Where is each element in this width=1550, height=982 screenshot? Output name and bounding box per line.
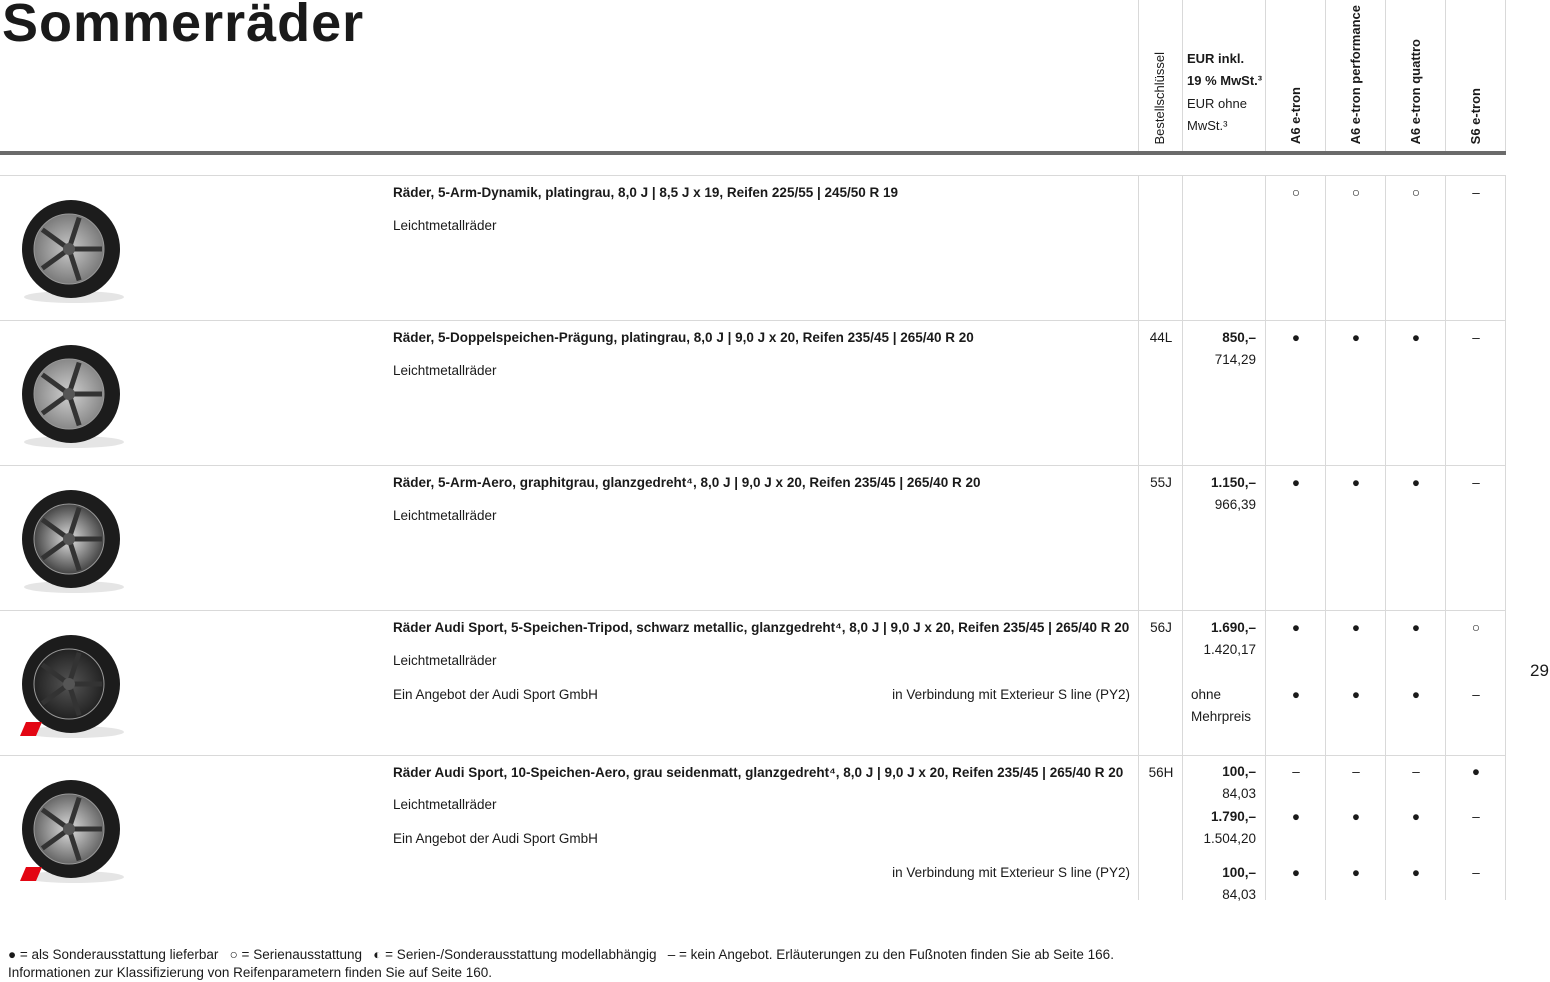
row-divider xyxy=(0,320,1506,321)
column-divider xyxy=(1182,175,1183,320)
order-code: 56J xyxy=(1150,620,1172,635)
product-title: Räder, 5-Arm-Aero, graphitgrau, glanzgedreht⁴, 8,0 J | 9,0 J x 20, Reifen 235/45 | 265/40 R 20 xyxy=(393,475,981,490)
availability-marker: ○ xyxy=(1291,185,1301,200)
condition-note: in Verbindung mit Exterieur S line (PY2) xyxy=(892,687,1130,702)
column-divider xyxy=(1138,175,1139,320)
availability-marker: ● xyxy=(1471,764,1481,779)
availability-marker: – xyxy=(1352,764,1360,779)
audi-sport-note: Ein Angebot der Audi Sport GmbH xyxy=(393,687,598,702)
product-subtitle: Leichtmetallräder xyxy=(393,363,497,378)
column-divider xyxy=(1182,465,1183,610)
availability-marker: ● xyxy=(1291,620,1301,635)
price-value: 1.420,17 xyxy=(1203,642,1256,657)
availability-marker: ● xyxy=(1351,330,1361,345)
legend-line-1: ● = als Sonderausstattung lieferbar ○ = Serienausstattung ◐ = Serien-/Sonderausstattung modellabhängig – = kein Angebot. Erläuterungen zu den Fußnoten finden Sie ab Seite 166. xyxy=(8,947,1114,962)
price-value: 714,29 xyxy=(1214,352,1256,367)
product-subtitle: Leichtmetallräder xyxy=(393,508,497,523)
availability-marker: – xyxy=(1472,330,1480,345)
condition-note: in Verbindung mit Exterieur S line (PY2) xyxy=(892,865,1130,880)
column-divider xyxy=(1138,320,1139,465)
wheel-image xyxy=(14,769,134,894)
table-row xyxy=(0,175,1506,320)
header-rule xyxy=(0,151,1506,155)
availability-marker: ○ xyxy=(1411,185,1421,200)
header-model-a6-quattro: A6 e-tron quattro xyxy=(1408,38,1423,144)
row-divider xyxy=(0,755,1506,756)
header-price-incl-2: 19 % MwSt.³ xyxy=(1187,73,1263,88)
availability-marker: – xyxy=(1292,764,1300,779)
wheel-icon xyxy=(14,189,134,309)
table-row xyxy=(0,610,1506,755)
wheel-icon xyxy=(14,334,134,454)
availability-marker: ● xyxy=(1411,865,1421,880)
table-row xyxy=(0,320,1506,465)
price-value: 100,– xyxy=(1222,865,1256,880)
price-value: 84,03 xyxy=(1222,786,1256,801)
product-title: Räder, 5-Arm-Dynamik, platingrau, 8,0 J | 8,5 J x 19, Reifen 225/55 | 245/50 R 19 xyxy=(393,185,899,200)
legend xyxy=(8,946,1114,982)
product-subtitle: Leichtmetallräder xyxy=(393,797,497,812)
row-divider xyxy=(0,175,1506,176)
product-subtitle: Leichtmetallräder xyxy=(393,653,497,668)
wheel-icon xyxy=(14,624,134,744)
product-title: Räder Audi Sport, 10-Speichen-Aero, grau seidenmatt, glanzgedreht⁴, 8,0 J | 9,0 J x 20, Reifen 235/45 | 265/40 R 20 xyxy=(393,765,1124,780)
table-row xyxy=(0,465,1506,610)
wheel-icon xyxy=(14,479,134,599)
column-divider xyxy=(1138,755,1139,900)
price-value: 1.790,– xyxy=(1210,809,1256,824)
availability-marker: ● xyxy=(1411,809,1421,824)
page-title: Sommerräder xyxy=(2,0,365,53)
availability-marker: – xyxy=(1472,185,1480,200)
column-divider xyxy=(1182,755,1183,900)
header-model-a6-performance: A6 e-tron performance xyxy=(1348,4,1363,144)
availability-marker: – xyxy=(1472,475,1480,490)
order-code: 56H xyxy=(1148,765,1174,780)
wheel-image xyxy=(14,479,134,604)
column-divider xyxy=(1138,610,1139,755)
availability-marker: ● xyxy=(1411,330,1421,345)
availability-marker: ● xyxy=(1291,865,1301,880)
header-price-incl: EUR inkl. xyxy=(1187,51,1245,66)
availability-marker: ● xyxy=(1351,865,1361,880)
product-subtitle: Leichtmetallräder xyxy=(393,218,497,233)
header-order-code: Bestellschlüssel xyxy=(1152,51,1167,144)
header-model-a6: A6 e-tron xyxy=(1288,86,1303,144)
availability-marker: – xyxy=(1472,809,1480,824)
price-value: 1.690,– xyxy=(1210,620,1256,635)
availability-marker: ● xyxy=(1291,687,1301,702)
page-number: 29 xyxy=(1530,661,1549,680)
price-value: ohne xyxy=(1191,687,1222,702)
column-divider xyxy=(1182,320,1183,465)
availability-marker: – xyxy=(1472,865,1480,880)
availability-marker: ● xyxy=(1351,475,1361,490)
availability-marker: – xyxy=(1412,764,1420,779)
availability-marker: ○ xyxy=(1351,185,1361,200)
product-title: Räder Audi Sport, 5-Speichen-Tripod, schwarz metallic, glanzgedreht⁴, 8,0 J | 9,0 J x 20, Reifen 235/45 | 265/40 R 20 xyxy=(393,620,1130,635)
legend-line-2: Informationen zur Klassifizierung von Reifenparametern finden Sie auf Seite 160. xyxy=(8,965,493,980)
availability-marker: ● xyxy=(1411,475,1421,490)
row-divider xyxy=(0,610,1506,611)
availability-marker: ● xyxy=(1411,687,1421,702)
wheel-icon xyxy=(14,769,134,889)
price-value: 1.150,– xyxy=(1210,475,1256,490)
order-code: 44L xyxy=(1149,330,1173,345)
price-value: 1.504,20 xyxy=(1203,831,1256,846)
column-divider xyxy=(1182,610,1183,755)
price-value: 100,– xyxy=(1222,764,1256,779)
availability-marker: – xyxy=(1472,687,1480,702)
order-code: 55J xyxy=(1150,475,1172,490)
row-divider xyxy=(0,465,1506,466)
wheel-image xyxy=(14,334,134,459)
availability-marker: ● xyxy=(1351,620,1361,635)
availability-marker: ● xyxy=(1291,330,1301,345)
product-title: Räder, 5-Doppelspeichen-Prägung, platingrau, 8,0 J | 9,0 J x 20, Reifen 235/45 | 265/40 R 20 xyxy=(393,330,974,345)
table-row xyxy=(0,755,1506,900)
availability-marker: ● xyxy=(1291,475,1301,490)
column-divider xyxy=(1138,465,1139,610)
availability-marker: ● xyxy=(1351,809,1361,824)
wheel-image xyxy=(14,624,134,749)
price-value: Mehrpreis xyxy=(1191,709,1252,724)
availability-marker: ● xyxy=(1411,620,1421,635)
availability-marker: ● xyxy=(1291,809,1301,824)
price-value: 966,39 xyxy=(1214,497,1256,512)
header-price-excl: EUR ohne xyxy=(1187,96,1247,111)
price-value: 84,03 xyxy=(1222,887,1256,902)
header-model-s6: S6 e-tron xyxy=(1468,87,1483,144)
price-value: 850,– xyxy=(1222,330,1256,345)
header-price-excl-2: MwSt.³ xyxy=(1187,118,1228,133)
availability-marker: ● xyxy=(1351,687,1361,702)
audi-sport-note: Ein Angebot der Audi Sport GmbH xyxy=(393,831,598,846)
wheel-image xyxy=(14,189,134,314)
availability-marker: ○ xyxy=(1471,620,1481,635)
